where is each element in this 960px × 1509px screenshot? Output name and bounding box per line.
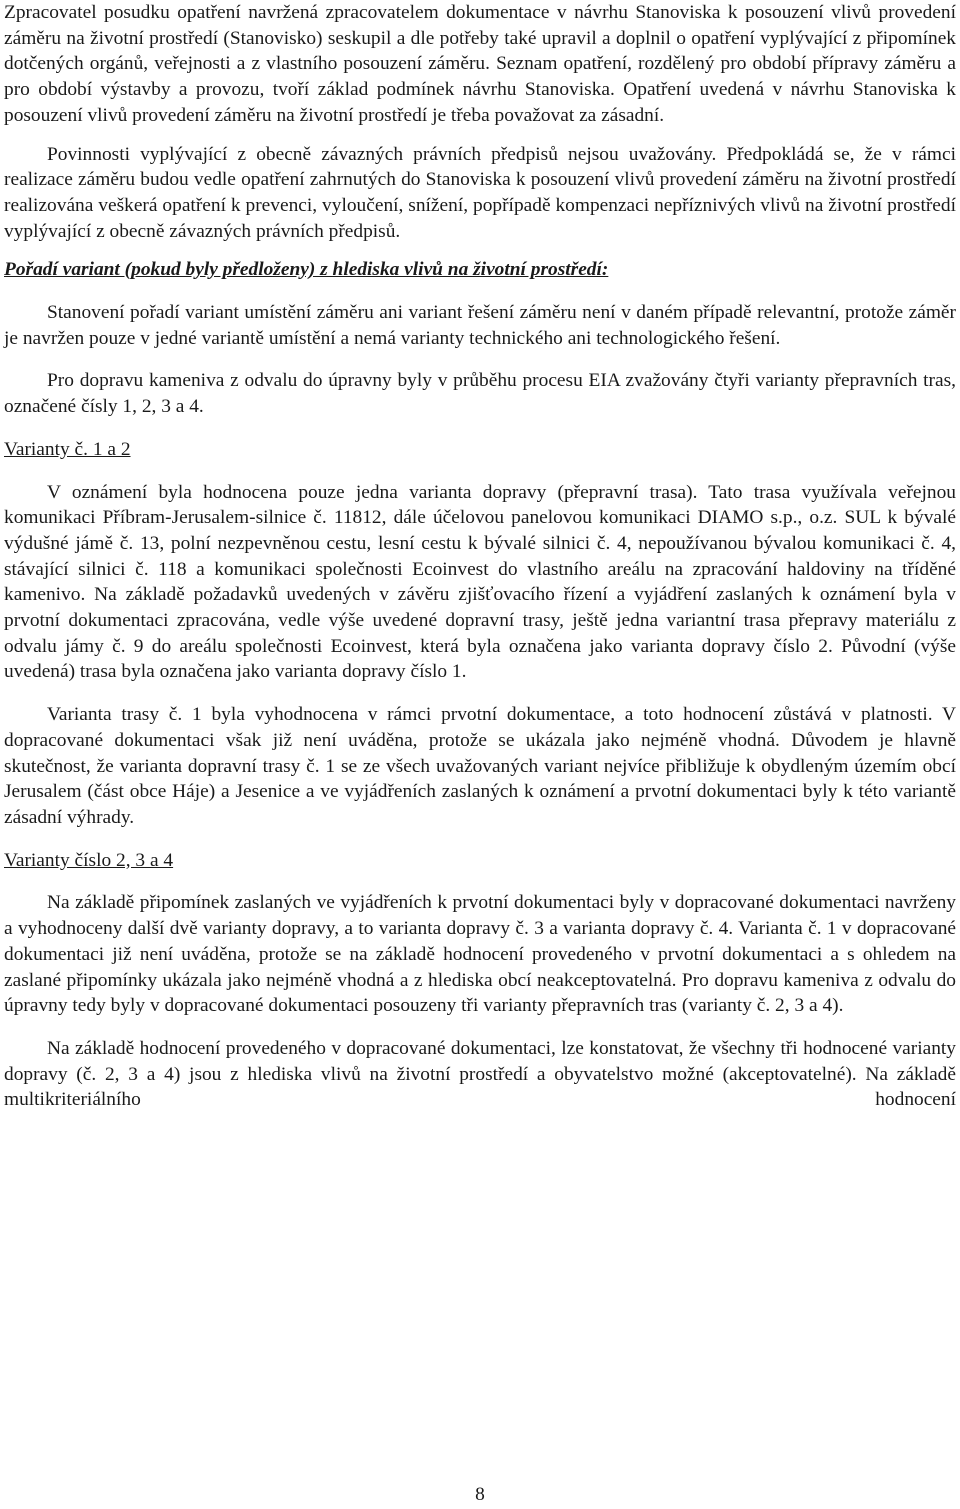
paragraph-variant-1-evaluation: Varianta trasy č. 1 byla vyhodnocena v rámci prvotní dokumentace, a toto hodnocení zůstává v platnosti. V dopracované dokumentaci však již není uváděna, protože se ukázala jako nejméně vhodná. Důvodem je hlavně skutečnost, že varianta dopravní trasy č. 1 se ze všech uvažovaných variant nejvíce přibližuje k obydleným územím obcí Jerusalem (část obce Háje) a Jesenice a ve vyjádřeních zaslaných k oznámení a prvotní dokumentaci byly k této variantě zásadní výhrady.: [4, 704, 956, 828]
paragraph-legal-obligations: Povinnosti vyplývající z obecně závazných právních předpisů nejsou uvažovány. Předpokládá se, že v rámci realizace záměru budou vedle opatření zahrnutých do Stanoviska k posouzení vlivů provedení záměru na životní prostředí realizována veškerá opatření k prevenci, vyloučení, snížení, popřípadě kompenzaci nepříznivých vlivů na životní prostředí vyplývající z obecně závazných právních předpisů.: [4, 143, 956, 242]
section-heading-variant-order: [4, 257, 956, 283]
paragraph-transport-variants: Pro dopravu kameniva z odvalu do úpravny byly v průběhu procesu EIA zvažovány čtyři varianty přepravních tras, označené čísly 1, 2, 3 a 4.: [4, 370, 956, 418]
paragraph-measures-summary: Zpracovatel posudku opatření navržená zpracovatelem dokumentace v návrhu Stanoviska k posouzení vlivů provedení záměru na životní prostředí (Stanovisko) seskupil a dle potřeby také upravil a doplnil o opatření vyplývající z připomínek dotčených orgánů, veřejnosti a z vlastního posouzení záměru. Seznam opatření, rozdělený pro období přípravy záměru a pro období výstavby a provozu, tvoří základ podmínek návrhu Stanoviska. Opatření uvedená v návrhu Stanoviska k posouzení vlivů provedení záměru na životní prostředí je třeba považovat za zásadní.: [4, 2, 956, 126]
subheading-variants-2-3-4: Varianty číslo 2, 3 a 4: [4, 849, 174, 871]
paragraph-conclusion: Na základě hodnocení provedeného v dopracované dokumentaci, lze konstatovat, že všechny tři hodnocené varianty dopravy (č. 2, 3 a 4) jsou z hlediska vlivů na životní prostředí a obyvatelstvo možné (akceptovatelné). Na základě multikriteriálního hodnocení: [4, 1037, 956, 1111]
section-heading-text: Pořadí variant (pokud byly předloženy) z hlediska vlivů na životní prostředí:: [4, 259, 609, 281]
paragraph-notification-route: V oznámení byla hodnocena pouze jedna varianta dopravy (přepravní trasa). Tato trasa využívala veřejnou komunikaci Příbram-Jerusalem-silnice č. 11812, dále účelovou panelovou komunikaci DIAMO s.p., o.z. SUL k bývalé výdušné jámě č. 13, polní nezpevněnou cestu, lesní cestu k bývalé silnici č. 4, nepoužívanou bývalou komunikaci č. 4, stávající silnici č. 118 a komunikaci společnosti Ecoinvest do vlastního areálu na zpracování haldoviny na tříděné kamenivo. Na základě požadavků uvedených v závěru zjišťovacího řízení a vyjádření zaslaných k oznámení byla v prvotní dokumentaci zpracována, vedle výše uvedené dopravní trasy, ještě jedna variantní trasa přepravy materiálu z odvalu jámy č. 9 do areálu společnosti Ecoinvest, která byla označena jako varianta dopravy číslo 2. Původní (výše uvedená) trasa byla označena jako varianta dopravy číslo 1.: [4, 481, 956, 683]
page-number: 8: [475, 1484, 485, 1505]
subheading-variants-1-2: Varianty č. 1 a 2: [4, 438, 131, 460]
paragraph-variant-order: Stanovení pořadí variant umístění záměru ani variant řešení záměru není v daném případě relevantní, protože záměr je navržen pouze v jedné variantě umístění a nemá varianty technického ani technologického řešení.: [4, 302, 956, 349]
paragraph-variants-2-3-4: Na základě připomínek zaslaných ve vyjádřeních k prvotní dokumentaci byly v dopracované dokumentaci navrženy a vyhodnoceny další dvě varianty dopravy, a to varianta dopravy č. 3 a varianta dopravy č. 4. Varianta č. 1 v dopracované dokumentaci již není uváděna, protože se na základě hodnocení provedeného v prvotní dokumentaci a s ohledem na zaslané připomínky ukázala jako nejméně vhodná a z hlediska obcí neakceptovatelná. Pro dopravu kameniva z odvalu do úpravny tedy byly v dopracované dokumentaci posouzeny tři varianty přepravních tras (varianty č. 2, 3 a 4).: [4, 892, 956, 1017]
document-page: [4, 0, 956, 1113]
